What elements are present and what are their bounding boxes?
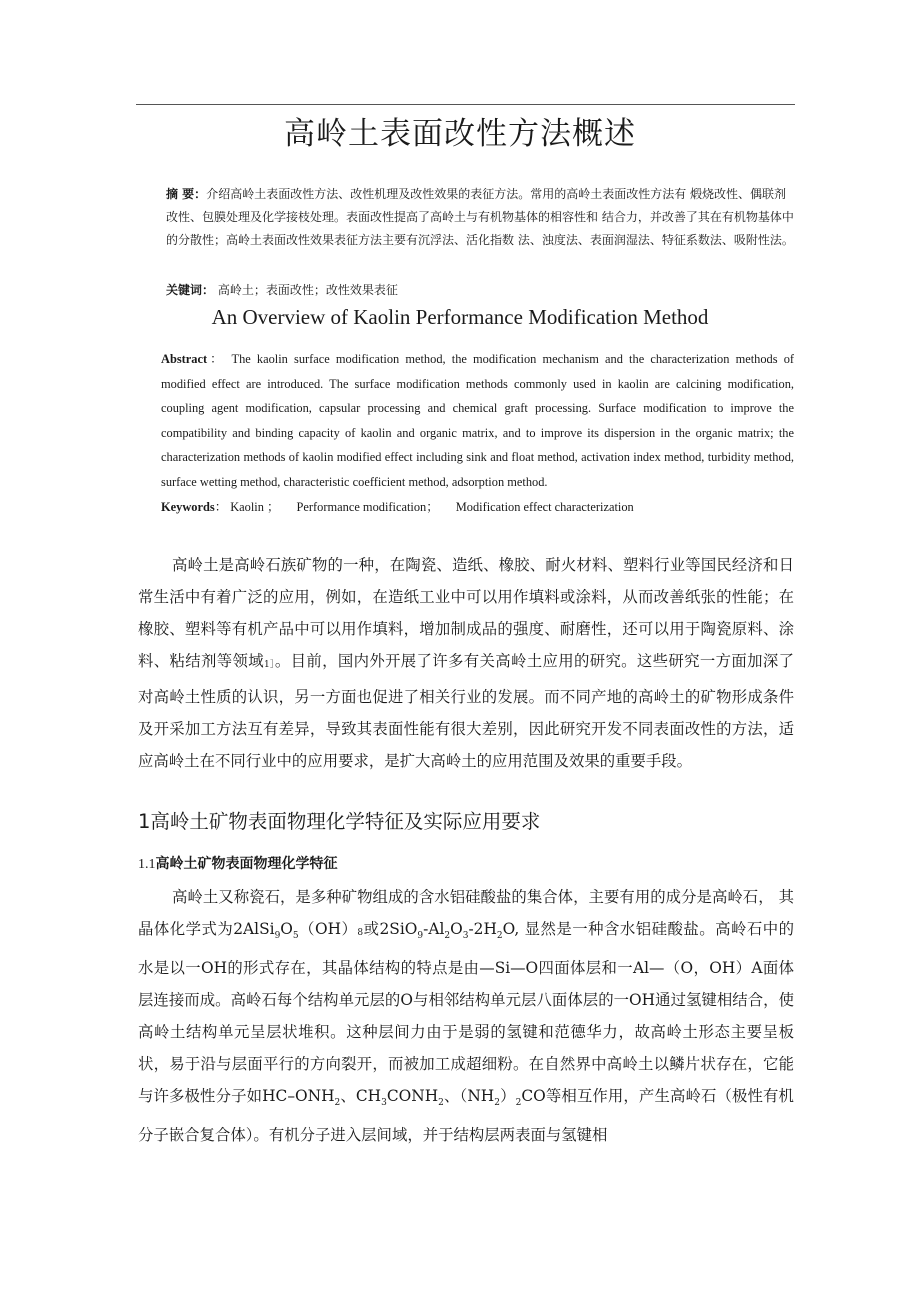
formula: Si bbox=[259, 920, 275, 938]
formula-sub: 2 bbox=[438, 1098, 444, 1109]
formula: -2H bbox=[468, 920, 497, 938]
keywords-en-colon: ： bbox=[214, 500, 228, 514]
formula-sub: 2 bbox=[515, 1098, 522, 1109]
formula-sub: 2 bbox=[444, 931, 451, 942]
para-text: CO等相互作用，产生高岭石（极性有机分子嵌合复合体）。有机分子进入层间域，并于结构层两表面与氢键相 bbox=[138, 1087, 794, 1145]
para-text: 、 bbox=[340, 1087, 356, 1106]
subsection-number: 1.1 bbox=[138, 857, 156, 872]
keyword-en-3: Modification effect characterization bbox=[455, 500, 634, 514]
subsection-heading bbox=[138, 853, 338, 873]
chinese-keywords bbox=[166, 279, 796, 301]
keywords-en-label: Keywords bbox=[161, 500, 215, 514]
formula: O bbox=[502, 920, 515, 938]
para-text: 高岭土又称瓷石，是多种矿物组成的含水铝硅酸盐的集合体，主要有用的成分是高岭石， 其晶体化学式为 bbox=[138, 888, 794, 938]
formula: O bbox=[280, 920, 293, 938]
keyword-en-1: Kaolin ； bbox=[230, 500, 280, 514]
intro-paragraph bbox=[138, 549, 794, 777]
para-text: , 显然是一种含水铝硅酸盐。高岭石中的水是以一OH的形式存在，其晶体结构的特点是由—Si—O四面体层和一Al—（O，OH）A面体层连接而成。高岭石每个结构单元层的O与相邻结构单元层八面体层的一OH通过氢键相结合，使高岭土结构单元呈层状堆积。这种层间力由于是弱的氢键和范德华力，故高岭土形态主要呈板状，易于沿与层面平行的方向裂开，而被加工成超细粉。在自然界中高岭土以鳞片状存在，它能与许多极性分子如 bbox=[138, 920, 794, 1106]
keywords-cn-text: 高岭土；表面改性；改性效果表征 bbox=[214, 283, 398, 297]
section-heading: 1高岭土矿物表面物理化学特征及实际应用要求 bbox=[138, 810, 541, 833]
english-title: An Overview of Kaolin Performance Modification Method bbox=[211, 305, 709, 329]
para-text: ） bbox=[499, 1087, 516, 1106]
english-abstract bbox=[161, 347, 794, 495]
keywords-cn-label: 关键词： bbox=[166, 283, 215, 297]
abstract-cn-label: 摘 要： bbox=[166, 187, 207, 201]
formula-sub: 2 bbox=[494, 1098, 500, 1109]
para-text: 或 bbox=[363, 920, 380, 938]
abstract-en-text: The kaolin surface modification method, the modification mechanism and the characterization methods of modified effect are introduced. The surface modification methods commonly used in kaolin are calcining modification, coupling agent modification, capsular processing and chemical graft processing. Surface modification to improve the compatibility and binding capacity of kaolin and organic matrix, and to improve its dispersion in the organic matrix; the characterization methods of kaolin modified effect including sink and float method, activation index method, turbidity method, surface wetting method, characteristic coefficient method, adsorption method. bbox=[161, 352, 795, 489]
formula: CONH bbox=[386, 1087, 439, 1106]
para-text: 、（NH bbox=[443, 1087, 495, 1106]
formula-sub: 2 bbox=[496, 931, 503, 942]
formula-sub: 9 bbox=[274, 931, 281, 942]
english-keywords bbox=[161, 495, 794, 519]
formula-sub: 5 bbox=[292, 931, 299, 942]
abstract-en-colon: ： bbox=[207, 352, 226, 366]
intro-text-1: 高岭土是高岭石族矿物的一种，在陶瓷、造纸、橡胶、耐火材料、塑料行业等国民经济和日常生活中有着广泛的应用，例如，在造纸工业中可以用作填料或涂料，从而改善纸张的性能；在橡胶、塑料等有机产品中可以用作填料，增加制成品的强度、耐磨性，还可以用于陶瓷原料、涂料、粘结剂等领域 bbox=[138, 556, 794, 670]
formula-sub: 8 bbox=[357, 928, 364, 938]
formula: O bbox=[450, 920, 463, 938]
abstract-cn-text: 介绍高岭土表面改性方法、改性机理及改性效果的表征方法。常用的高岭土表面改性方法有 煅烧改性、偶联剂改性、包膜处理及化学接枝处理。表面改性提高了高岭土与有机物基体的相容性和 结合力，并改善了其在有机物基体中的分散性；高岭土表面改性效果表征方法主要有沉浮法、活化指数 法、浊度法、表面润湿法、特征系数法、吸附性法。 bbox=[166, 187, 794, 247]
citation-ref: 1］ bbox=[263, 660, 275, 670]
formula: HC–ONH bbox=[262, 1087, 335, 1106]
abstract-en-label: Abstract bbox=[161, 352, 208, 366]
subsection-title: 高岭土矿物表面物理化学特征 bbox=[155, 856, 338, 872]
chinese-abstract bbox=[166, 183, 796, 252]
intro-text-2: 。目前，国内外开展了许多有关高岭土应用的研究。这些研究一方面加深了对高岭土性质的认识，另一方面也促进了相关行业的发展。而不同产地的高岭土的矿物形成条件及开采加工方法互有差异，导致其表面性能有很大差别，因此研究开发不同表面改性的方法，适应高岭土在不同行业中的应用要求，是扩大高岭土的应用范围及效果的重要手段。 bbox=[138, 652, 794, 770]
page-title: 高岭土表面改性方法概述 bbox=[284, 116, 636, 152]
formula-sub: 9 bbox=[417, 931, 424, 942]
header-rule bbox=[136, 104, 795, 105]
section-paragraph bbox=[138, 881, 794, 1151]
formula: CH bbox=[355, 1087, 382, 1106]
formula: 2Al bbox=[233, 920, 260, 938]
formula-sub: 3 bbox=[381, 1098, 387, 1109]
keyword-en-2: Performance modification； bbox=[296, 500, 439, 514]
formula: -Al bbox=[423, 920, 445, 938]
formula-sub: 2 bbox=[334, 1098, 341, 1109]
formula: 2SiO bbox=[379, 920, 418, 938]
formula: （OH） bbox=[298, 920, 358, 938]
formula-sub: 3 bbox=[462, 931, 469, 942]
